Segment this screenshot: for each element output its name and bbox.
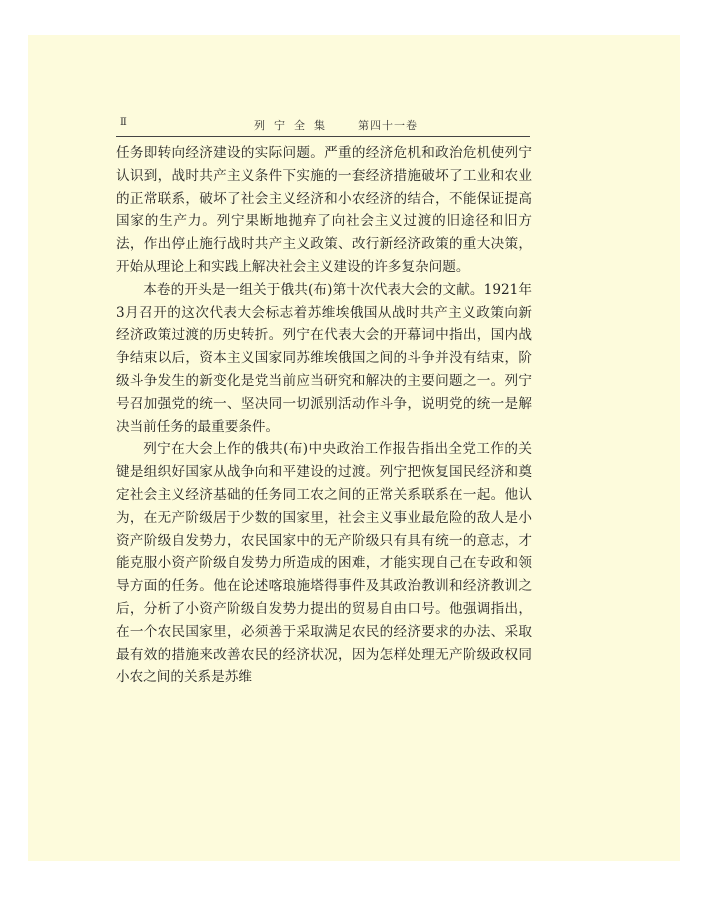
running-header bbox=[120, 115, 532, 133]
paragraph-2: 本卷的开头是一组关于俄共(布)第十次代表大会的文献。1921年3月召开的这次代表大会标志着苏维埃俄国从战时共产主义政策向新经济政策过渡的历史转折。列宁在代表大会的开幕词中指出，国内战争结束以后，资本主义国家同苏维埃俄国之间的斗争并没有结束，阶级斗争发生的新变化是党当前应当研究和解决的主要问题之一。列宁号召加强党的统一、坚决同一切派别活动作斗争，说明党的统一是解决当前任务的最重要条件。 bbox=[116, 281, 532, 435]
book-title: 列宁全集 bbox=[254, 119, 334, 132]
paragraph-1: 任务即转向经济建设的实际问题。严重的经济危机和政治危机使列宁认识到，战时共产主义条件下实施的一套经济措施破坏了工业和农业的正常联系，破坏了社会主义经济和小农经济的结合，不能保证提高国家的生产力。列宁果断地抛弃了向社会主义过渡的旧途径和旧方法，作出停止施行战时共产主义政策、改行新经济政策的重大决策，开始从理论上和实践上解决社会主义建设的许多复杂问题。 bbox=[116, 145, 532, 275]
volume-label: 第四十一卷 bbox=[358, 119, 418, 132]
body-text bbox=[116, 142, 532, 689]
header-rule bbox=[116, 136, 530, 137]
page-number: Ⅱ bbox=[120, 117, 128, 128]
paragraph-3: 列宁在大会上作的俄共(布)中央政治工作报告指出全党工作的关键是组织好国家从战争向和平建设的过渡。列宁把恢复国民经济和奠定社会主义经济基础的任务同工农之间的正常关系联系在一起。他认为，在无产阶级居于少数的国家里，社会主义事业最危险的敌人是小资产阶级自发势力，农民国家中的无产阶级只有具有统一的意志，才能克服小资产阶级自发势力所造成的困难，才能实现自己在专政和领导方面的任务。他在论述喀琅施塔得事件及其政治教训和经济教训之后，分析了小资产阶级自发势力提出的贸易自由口号。他强调指出，在一个农民国家里，必须善于采取满足农民的经济要求的办法、采取最有效的措施来改善农民的经济状况，因为怎样处理无产阶级政权同小农之间的关系是苏维 bbox=[116, 441, 532, 686]
